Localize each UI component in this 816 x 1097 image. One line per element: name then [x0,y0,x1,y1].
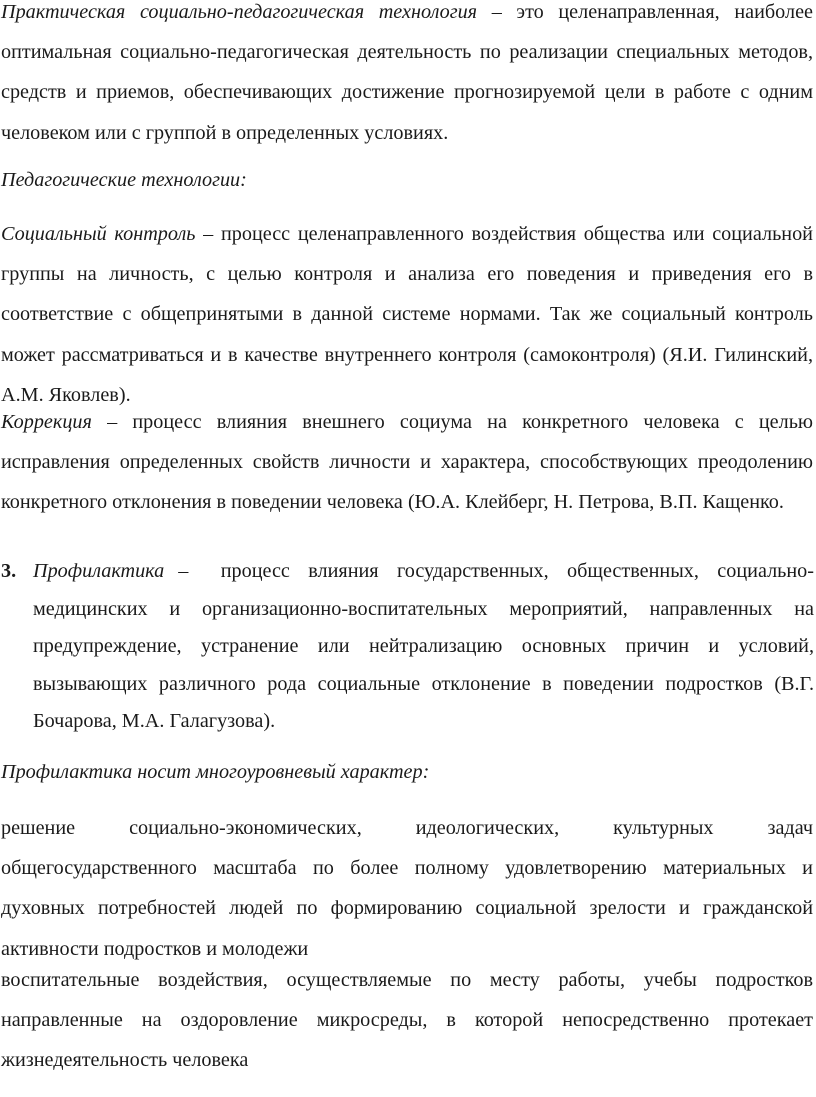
prevention-text: процесс влияния государственных, общественных, социально-медицинских и организационно-воспитательных мероприятий, направленных на предупреждение, устранение или нейтрализацию основных причин и условий, вызывающих различного рода социальные отклонение в поведении подростков (В.Г. Бочарова, М.А. Галагузова). [33,560,814,732]
term-prevention: Профилактика [33,560,165,582]
paragraph-level-2: воспитательные воздействия, осуществляемые по месту работы, учебы подростков направленные на оздоровление микросреды, в которой непосредственно протекает жизнедеятельность человека [1,969,813,1072]
term-practical-technology: Практическая социально-педагогическая технология [1,1,478,23]
paragraph-correction [1,402,813,523]
heading-pedagogical-technologies: Педагогические технологии: [1,169,247,191]
paragraph-technology-definition [1,0,813,153]
technology-definition-text: – это целенаправленная, наиболее оптимальная социально-педагогическая деятельность по реализации специальных методов, средств и приемов, обеспечивающих достижение прогнозируемой цели в работе с одним человеком или с группой в определенных условиях. [1,1,813,144]
prevention-dash: – [178,560,189,582]
heading-prevention-levels: Профилактика носит многоуровневый характер: [1,761,430,783]
social-control-text: – процесс целенаправленного воздействия общества или социальной группы на личность, с целью контроля и анализа его поведения и приведения его в соответствие с общепринятыми в данной системе нормами. Так же социальный контроль может рассматриваться и в качестве внутреннего контроля (самоконтроля) (Я.И. Гилинский, А.М. Яковлев). [1,223,813,406]
term-social-control: Социальный контроль [1,223,196,245]
paragraph-social-control [1,214,813,415]
list-item-number: 3. [1,560,17,582]
term-correction: Коррекция [1,411,92,433]
correction-text: – процесс влияния внешнего социума на конкретного человека с целью исправления определенных свойств личности и характера, способствующих преодолению конкретного отклонения в поведении человека (Ю.А. Клейберг, Н. Петрова, В.П. Кащенко. [1,411,813,514]
paragraph-level-1: решение социально-экономических, идеологических, культурных задач общегосударственного масштаба по более полному удовлетворению материальных и духовных потребностей людей по формированию социальной зрелости и гражданской активности подростков и молодежи [1,817,813,960]
prevention-definition [33,553,814,741]
